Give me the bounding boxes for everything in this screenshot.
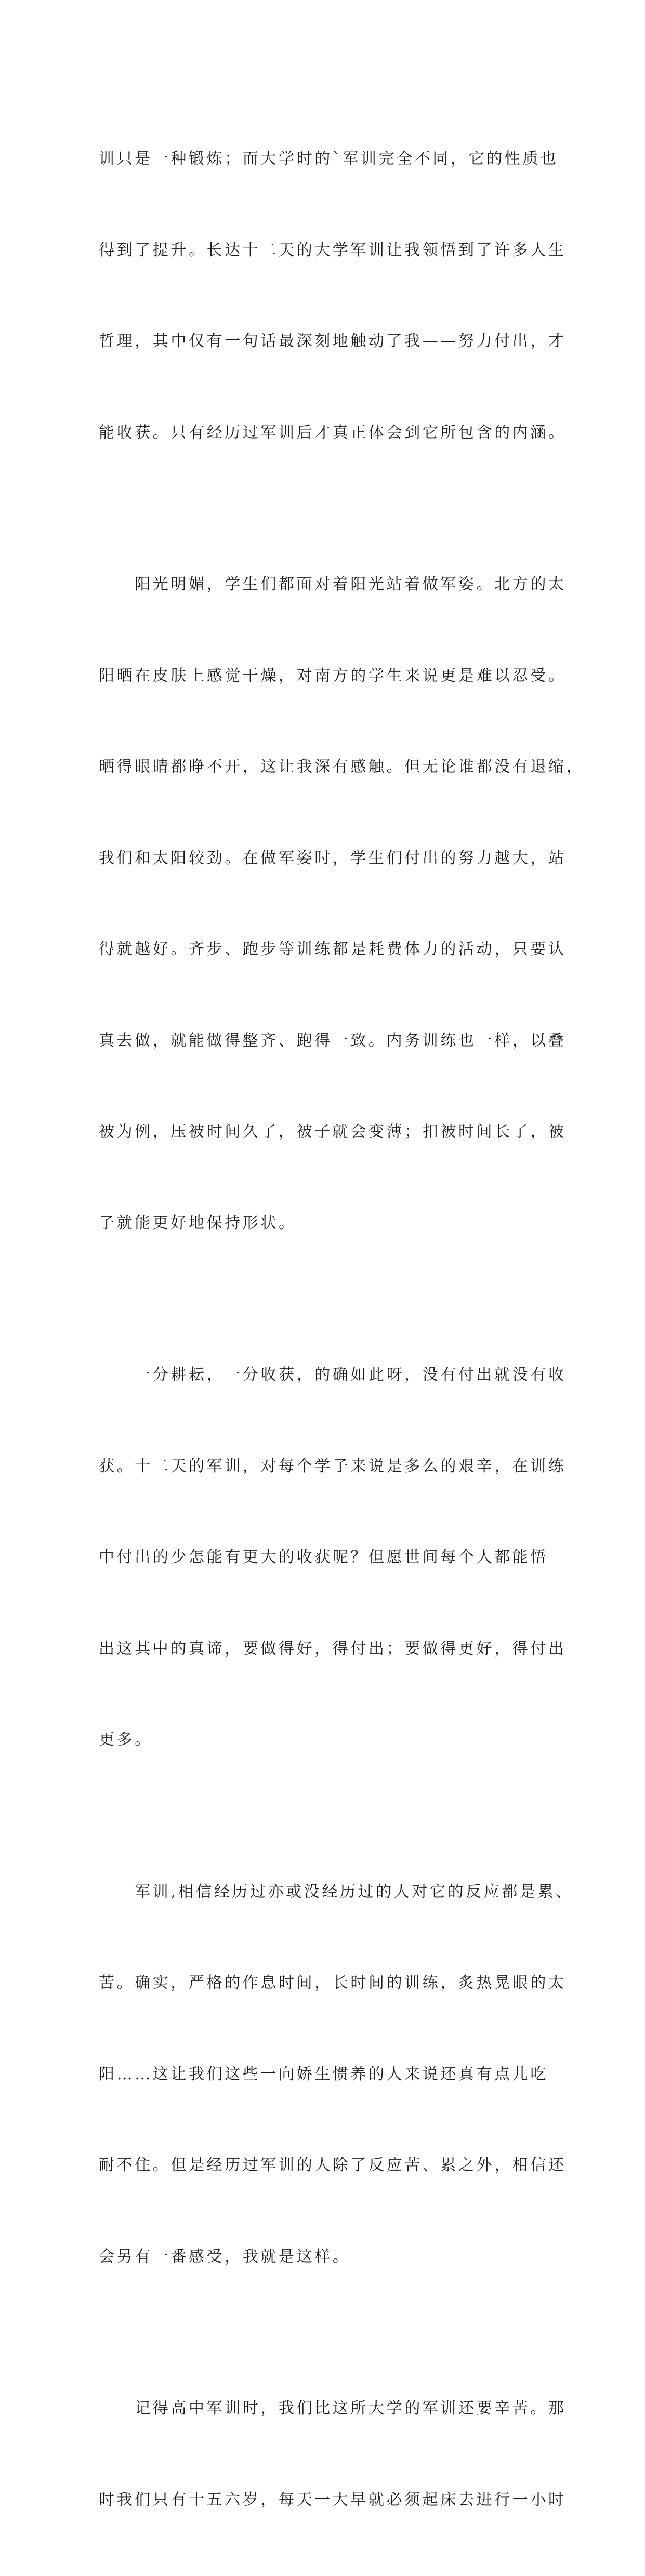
- text-line: 耐不住。但是经历过军训的人除了反应苦、累之外，相信还: [99, 2156, 567, 2174]
- text-line: 哲理，其中仅有一句话最深刻地触动了我——努力付出，才: [99, 332, 567, 350]
- text-line: 晒得眼睛都睁不开，这让我深有感触。但无论谁都没有退缩，: [99, 758, 585, 776]
- text-line: 记得高中军训时，我们比这所大学的军训还要辛苦。那: [99, 2399, 567, 2418]
- text-line: 更多。: [99, 1730, 153, 1749]
- text-line: 阳晒在皮肤上感觉干燥，对南方的学生来说更是难以忍受。: [99, 666, 567, 685]
- text-line: 真去做，就能做得整齐、跑得一致。内务训练也一样，以叠: [99, 1031, 567, 1050]
- text-line: 子就能更好地保持形状。: [99, 1213, 297, 1232]
- paragraph-1: [99, 83, 567, 509]
- text-line: 出这其中的真谛，要做得好，得付出；要做得更好，得付出: [99, 1639, 567, 1658]
- text-line: 苦。确实，严格的作息时间，长时间的训练，炙热晃眼的太: [99, 1974, 567, 1992]
- text-line: 我们和太阳较劲。在做军姿时，学生们付出的努力越大，站: [99, 849, 567, 867]
- text-line: 会另有一番感受，我就是这样。: [99, 2247, 351, 2266]
- text-line: 中付出的少怎能有更大的收获呢？但愿世间每个人都能悟: [99, 1548, 548, 1566]
- paragraph-4: [99, 1816, 574, 2333]
- paragraph-2: [99, 509, 585, 1299]
- paragraph-5: [99, 2333, 567, 2576]
- text-line: 军训,相信经历过亦或没经历过的人对它的反应都是累、: [99, 1882, 574, 1901]
- text-line: 一分耕耘，一分收获，的确如此呀，没有付出就没有收: [99, 1366, 567, 1384]
- text-line: 得就越好。齐步、跑步等训练都是耗费体力的活动，只要认: [99, 940, 567, 958]
- text-line: 得到了提升。长达十二天的大学军训让我领悟到了许多人生: [99, 241, 567, 259]
- paragraph-3: [99, 1299, 567, 1816]
- document-body: [99, 83, 585, 2576]
- text-line: 时我们只有十五六岁，每天一大早就必须起床去进行一小时: [99, 2490, 567, 2509]
- text-line: 被为例，压被时间久了，被子就会变薄；扣被时间长了，被: [99, 1122, 567, 1141]
- text-line: 训只是一种锻炼；而大学时的`军训完全不同，它的性质也: [99, 150, 559, 168]
- text-line: 阳……这让我们这些一向娇生惯养的人来说还真有点儿吃: [99, 2065, 548, 2083]
- text-line: 能收获。只有经历过军训后才真正体会到它所包含的内涵。: [99, 423, 567, 442]
- text-line: 获。十二天的军训，对每个学子来说是多么的艰辛，在训练: [99, 1457, 567, 1475]
- text-line: 阳光明媚，学生们都面对着阳光站着做军姿。北方的太: [99, 575, 567, 593]
